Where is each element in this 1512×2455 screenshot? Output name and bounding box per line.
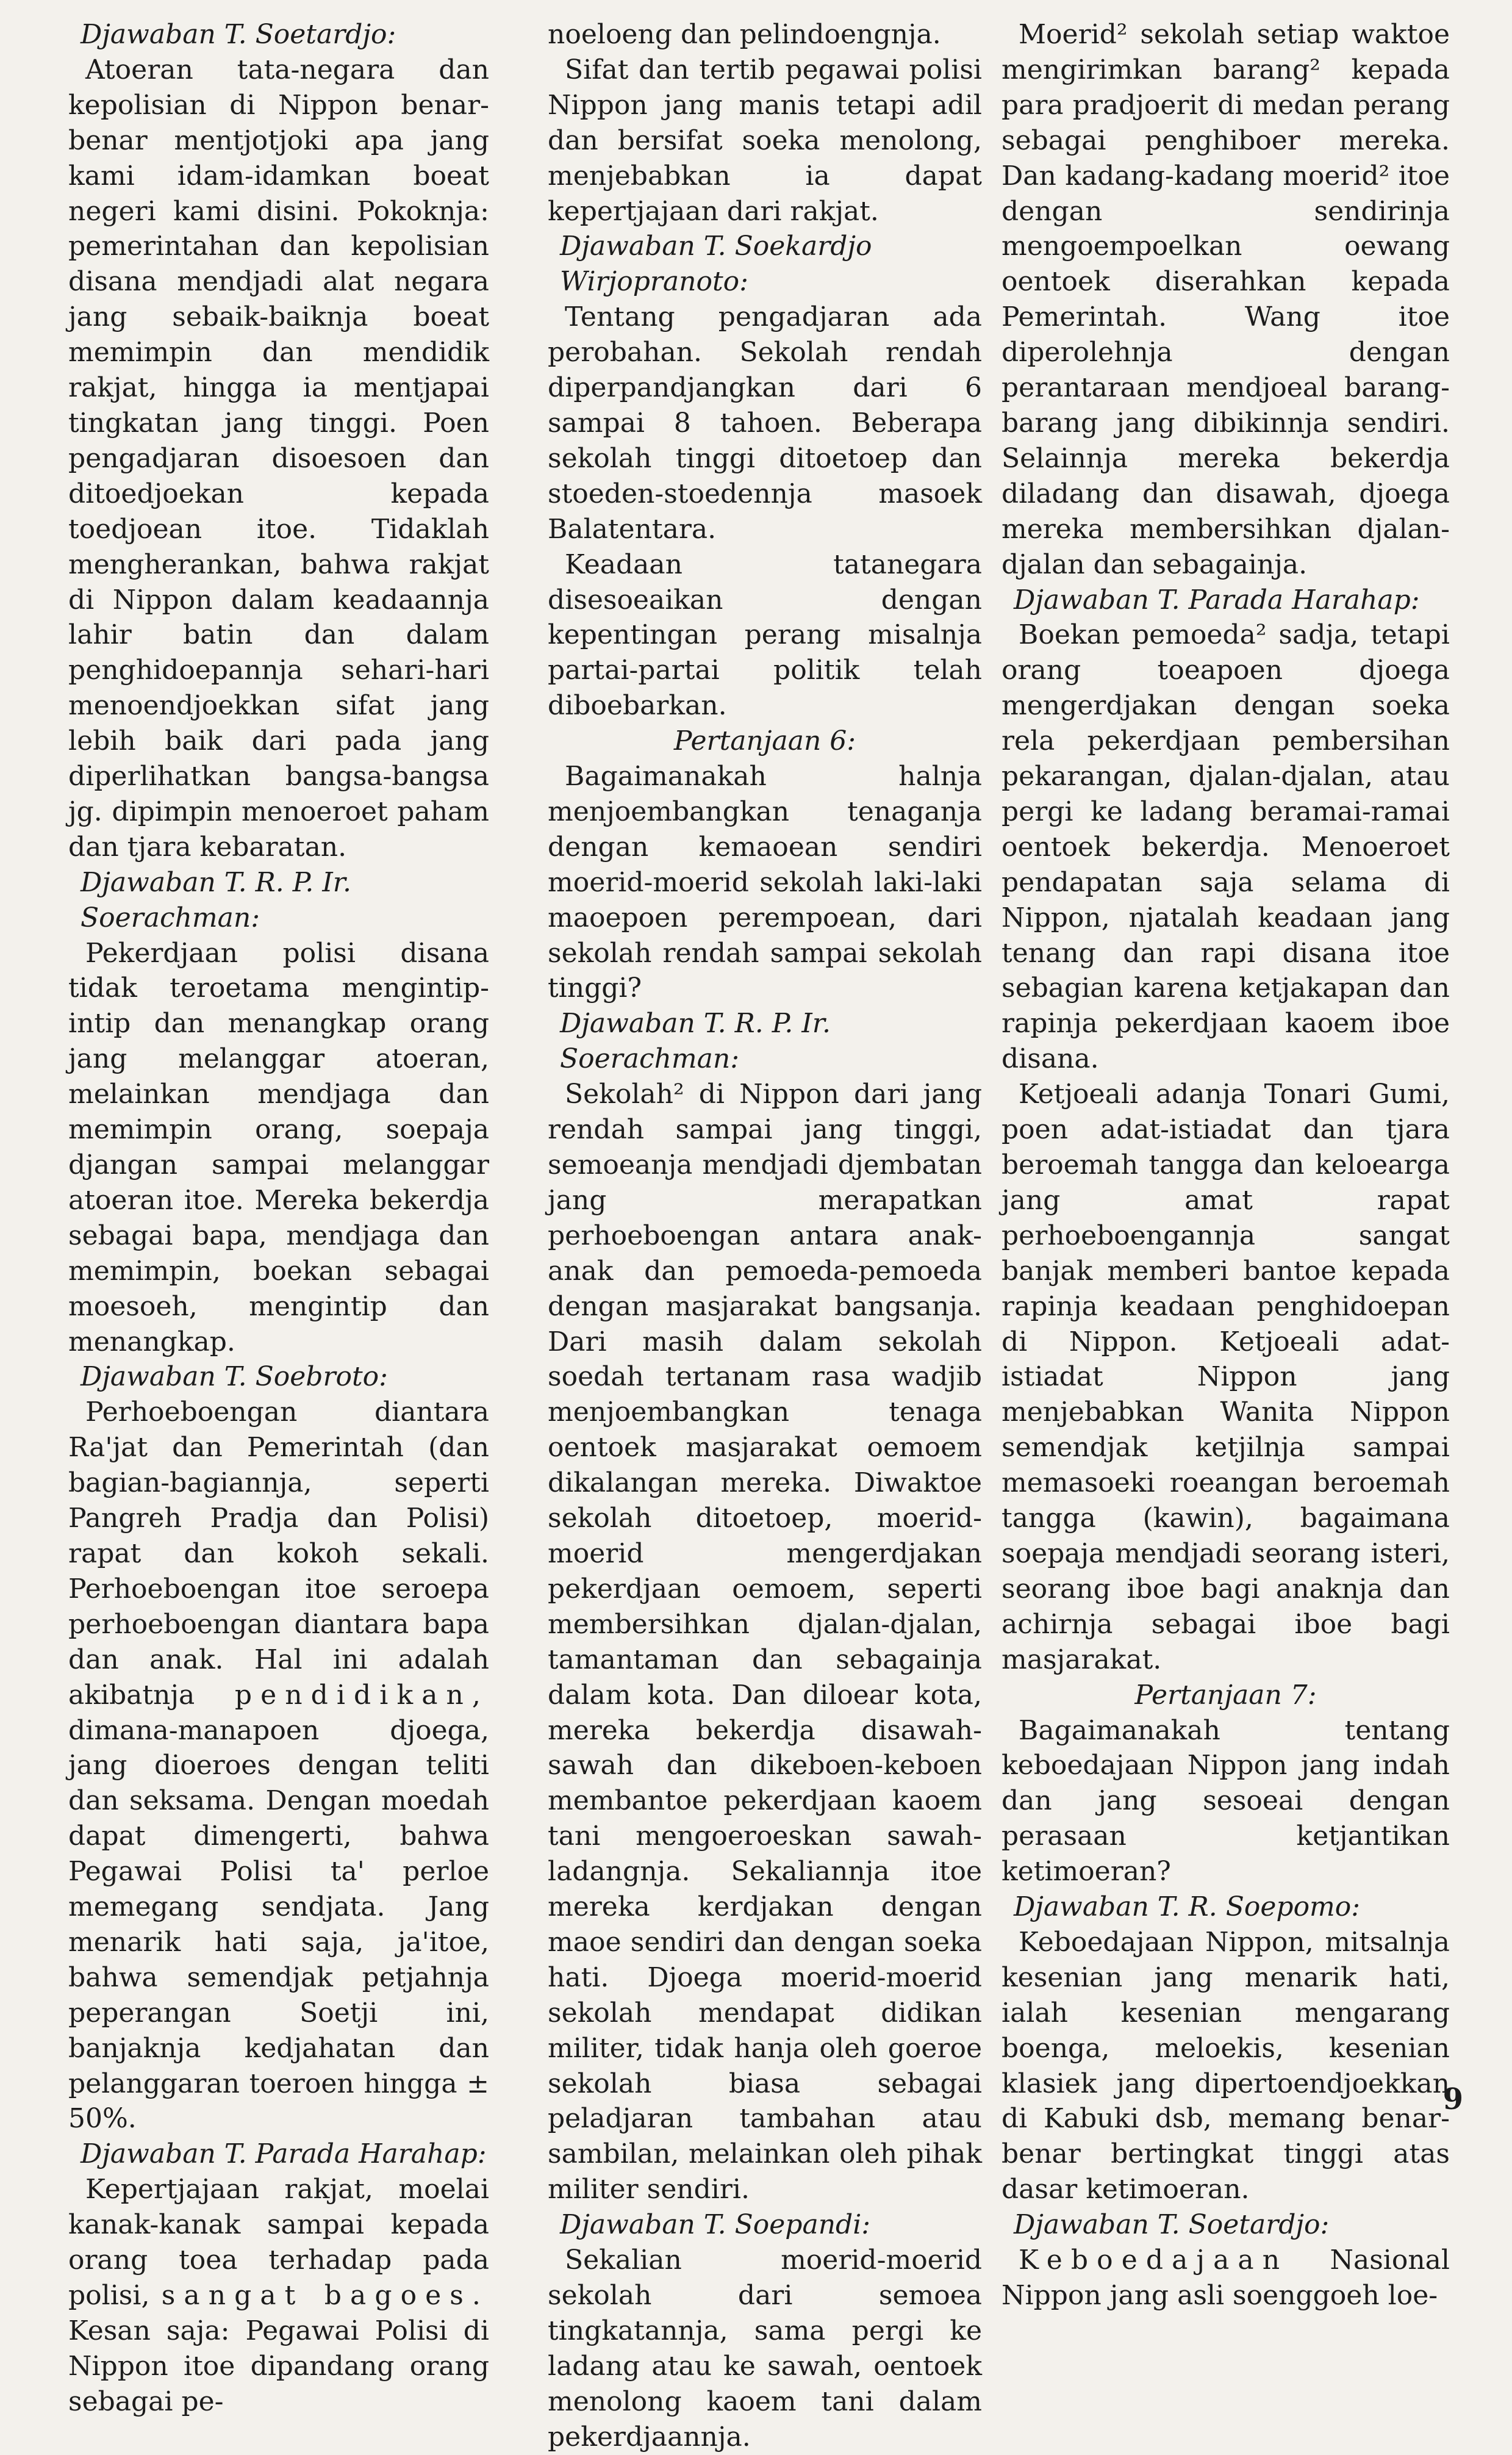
question-heading: Pertanjaan 6: bbox=[673, 725, 856, 757]
paragraph bbox=[68, 2172, 489, 2419]
spaced-emphasis-text: Keboedajaan bbox=[1019, 2245, 1289, 2276]
paragraph bbox=[548, 52, 982, 229]
paragraph bbox=[548, 759, 982, 1006]
paragraph-text: Kepertjajaan rakjat, moelai kanak-kanak sampai kepada orang toea terhadap pada polisi, bbox=[68, 2174, 489, 2311]
answer-speaker-heading: Djawaban T. Soebroto: bbox=[81, 1361, 388, 1393]
page-number: 9 bbox=[1442, 2082, 1463, 2116]
paragraph-text: Sekolah² di Nippon dari jang rendah sampai jang tinggi, semoeanja mendjadi djembatan jang merapatkan perhoeboengan antara anak-anak dan pemoeda-pemoeda dengan masjarakat bangsanja. Dari masih dalam sekolah soedah tertanam rasa wadjib menjoembangkan tenaga oentoek masjarakat oemoem dikalangan mereka. Diwaktoe sekolah ditoetoep, moerid-moerid mengerdjakan pekerdjaan oemoem, seperti membersihkan djalan-djalan, tamantaman dan sebagainja dalam kota. Dan diloear kota, mereka bekerdja disawah-sawah dan dikeboen-keboen membantoe pekerdjaan kaoem tani mengoeroeskan sawah-ladangnja. Sekaliannja itoe mereka kerdjakan dengan maoe sendiri dan dengan soeka hati. Djoega moerid-moerid sekolah mendapat didikan militer, tidak hanja oleh goeroe sekolah biasa sebagai peladjaran tambahan atau sambilan, melainkan oleh pihak militer sendiri. bbox=[548, 1079, 982, 2205]
paragraph-text: Ketjoeali adanja Tonari Gumi, poen adat-istiadat dan tjara beroemah tangga dan keloearga jang amat rapat perhoeboengannja sangat banjak memberi bantoe kepada rapinja keadaan penghidoepan di Nippon. Ketjoeali adat-istiadat Nippon jang menjebabkan Wanita Nippon semendjak ketjilnja sampai memasoeki roeangan beroemah tangga (kawin), bagaimana soepaja mendjadi seorang isteri, seorang iboe bagi anaknja dan achirnja sebagai iboe bagi masjarakat. bbox=[1001, 1079, 1450, 1675]
paragraph bbox=[1001, 1077, 1450, 1677]
paragraph-text: Bagaimanakah tentang keboedajaan Nippon jang indah dan jang sesoeai dengan perasaan ketjantikan ketimoeran? bbox=[1001, 1714, 1450, 1888]
paragraph-text: Bagaimanakah halnja menjoembangkan tenaganja dengan kemaoean sendiri moerid-moerid sekolah laki-laki maoepoen perempoean, dari sekolah rendah sampai sekolah tinggi? bbox=[548, 761, 982, 1004]
paragraph-text: Atoeran tata-negara dan kepolisian di Nippon benar-benar mentjotjoki apa jang kami idam-idamkan boeat negeri kami disini. Pokoknja: pemerintahan dan kepolisian disana mendjadi alat negara jang sebaik-baiknja boeat memimpin dan mendidik rakjat, hingga ia mentjapai tingkatan jang tinggi. Poen pengadjaran disoesoen dan ditoedjoekan kepada toedjoean itoe. Tidaklah mengherankan, bahwa rakjat di Nippon dalam keadaannja lahir batin dan dalam penghidoepannja sehari-hari menoendjoekkan sifat jang lebih baik dari pada jang diperlihatkan bangsa-bangsa jg. dipimpin menoeroet paham dan tjara kebaratan. bbox=[68, 54, 489, 863]
answer-speaker-heading: Djawaban T. Soepandi: bbox=[560, 2209, 871, 2241]
spaced-emphasis-text: sangat bagoes. bbox=[161, 2280, 489, 2311]
spaced-emphasis-text: pendidikan, bbox=[234, 1679, 489, 1711]
answer-speaker-heading: Djawaban T. R. P. Ir. Soerachman: bbox=[560, 1008, 831, 1075]
paragraph-text: Nasional Nippon jang asli soenggoeh loe- bbox=[1001, 2245, 1450, 2311]
paragraph-text: Keadaan tatanegara disesoeaikan dengan kepentingan perang misalnja partai-partai politik telah diboebarkan. bbox=[548, 548, 982, 722]
paragraph-text: noeloeng dan pelindoengnja. bbox=[548, 19, 941, 50]
paragraph bbox=[548, 17, 982, 52]
paragraph bbox=[548, 2243, 982, 2454]
paragraph bbox=[1001, 2243, 1450, 2313]
paragraph-text: Tentang pengadjaran ada perobahan. Sekolah rendah diperpandjangkan dari 6 sampai 8 tahoen. Beberapa sekolah tinggi ditoetoep dan stoeden-stoedennja masoek Balatentara. bbox=[548, 301, 982, 545]
column-3 bbox=[1001, 17, 1450, 2313]
paragraph-text: Perhoeboengan diantara Ra'jat dan Pemerintah (dan bagian-bagiannja, seperti Pangreh Pradja dan Polisi) rapat dan kokoh sekali. Perhoeboengan itoe seroepa perhoeboengan diantara bapa dan anak. Hal ini adalah akibatnja bbox=[68, 1396, 489, 1711]
paragraph bbox=[548, 300, 982, 547]
answer-speaker-heading: Djawaban T. R. P. Ir. Soerachman: bbox=[81, 866, 351, 933]
answer-speaker-heading: Djawaban T. Soetardjo: bbox=[1014, 2209, 1330, 2241]
paragraph bbox=[548, 1077, 982, 2207]
paragraph-text: Sekalian moerid-moerid sekolah dari semoea tingkatannja, sama pergi ke ladang atau ke sawah, oentoek menolong kaoem tani dalam pekerdjaannja. bbox=[548, 2245, 982, 2453]
column-1 bbox=[68, 17, 489, 2420]
answer-speaker-heading: Djawaban T. Parada Harahap: bbox=[1014, 584, 1420, 616]
paragraph-text: dimana-manapoen djoega, jang dioeroes dengan teliti dan seksama. Dengan moedah dapat dimengerti, bahwa Pegawai Polisi ta' perloe memegang sendjata. Jang menarik hati saja, ja'itoe, bahwa semendjak petjahnja peperangan Soetji ini, banjaknja kedjahatan dan pelanggaran toeroen hingga ± 50%. bbox=[68, 1714, 489, 2135]
answer-speaker-heading: Djawaban T. Soetardjo: bbox=[81, 19, 396, 50]
paragraph bbox=[68, 52, 489, 865]
paragraph bbox=[1001, 1713, 1450, 1890]
paragraph-text: Kesan saja: Pegawai Polisi di Nippon itoe dipandang orang sebagai pe- bbox=[68, 2315, 489, 2417]
paragraph bbox=[548, 547, 982, 724]
column-2 bbox=[548, 17, 982, 2455]
answer-speaker-heading: Djawaban T. R. Soepomo: bbox=[1014, 1891, 1361, 1923]
answer-speaker-heading: Djawaban T. Soekardjo Wirjopranoto: bbox=[560, 231, 872, 298]
paragraph bbox=[68, 1395, 489, 2137]
answer-speaker-heading: Djawaban T. Parada Harahap: bbox=[81, 2138, 487, 2170]
paragraph bbox=[1001, 17, 1450, 583]
paragraph-text: Boekan pemoeda² sadja, tetapi orang toeapoen djoega mengerdjakan dengan soeka rela pekerdjaan pembersihan pekarangan, djalan-djalan, atau pergi ke ladang beramai-ramai oentoek bekerdja. Menoeroet pendapatan saja selama di Nippon, njatalah keadaan jang tenang dan rapi disana itoe sebagian karena ketjakapan dan rapinja pekerdjaan kaoem iboe disana. bbox=[1001, 619, 1450, 1075]
paragraph-text: Pekerdjaan polisi disana tidak teroetama mengintip-intip dan menangkap orang jang melanggar atoeran, melainkan mendjaga dan memimpin orang, soepaja djangan sampai melanggar atoeran itoe. Mereka bekerdja sebagai bapa, mendjaga dan memimpin, boekan sebagai moesoeh, mengintip dan menangkap. bbox=[68, 937, 489, 1357]
question-heading: Pertanjaan 7: bbox=[1134, 1679, 1317, 1711]
paragraph bbox=[1001, 617, 1450, 1077]
paragraph-text: Sifat dan tertib pegawai polisi Nippon jang manis tetapi adil dan bersifat soeka menolong, menjebabkan ia dapat kepertjajaan dari rakjat. bbox=[548, 54, 982, 227]
paragraph-text: Moerid² sekolah setiap waktoe mengirimkan barang² kepada para pradjoerit di medan perang sebagai penghiboer mereka. Dan kadang-kadang moerid² itoe dengan sendirinja mengoempoelkan oewang oentoek diserahkan kepada Pemerintah. Wang itoe diperolehnja dengan perantaraan mendjoeal barang-barang jang dibikinnja sendiri. Selainnja mereka bekerdja diladang dan disawah, djoega mereka membersihkan djalan-djalan dan sebagainja. bbox=[1001, 19, 1450, 580]
paragraph bbox=[1001, 1925, 1450, 2207]
paragraph bbox=[68, 936, 489, 1360]
paragraph-text: Keboedajaan Nippon, mitsalnja kesenian jang menarik hati, ialah kesenian mengarang boenga, meloekis, kesenian klasiek jang dipertoendjoekkan di Kabuki dsb, memang benar-benar bertingkat tinggi atas dasar ketimoeran. bbox=[1001, 1926, 1450, 2205]
